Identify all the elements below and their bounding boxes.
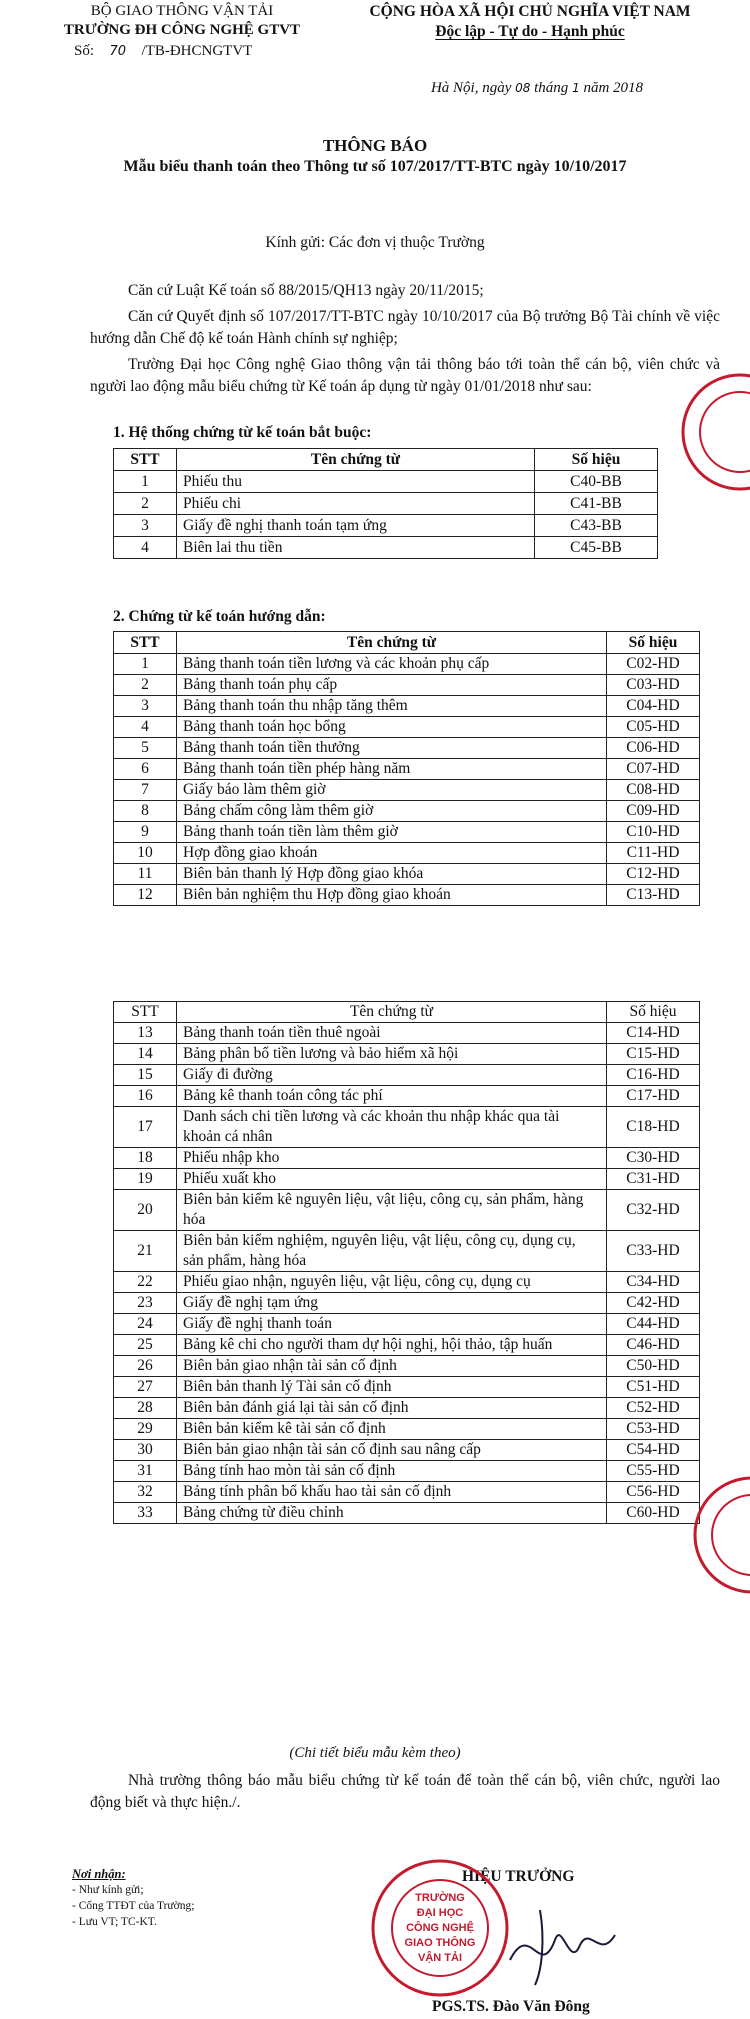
row-name: Biên bản kiểm nghiệm, nguyên liệu, vật liệu, công cụ, dụng cụ, sản phẩm, hàng hóa (177, 1231, 607, 1272)
row-name: Biên bản thanh lý Tài sản cố định (177, 1377, 607, 1398)
row-code: C10-HD (607, 822, 700, 843)
table-row (114, 515, 658, 537)
row-name: Biên bản kiểm kê tài sản cố định (177, 1419, 607, 1440)
row-name: Hợp đồng giao khoán (177, 843, 607, 864)
col-stt: STT (114, 1002, 177, 1023)
col-code: Số hiệu (535, 449, 658, 471)
table-row (114, 1377, 700, 1398)
row-name: Bảng thanh toán tiền thuê ngoài (177, 1023, 607, 1044)
row-name: Bảng chứng từ điều chỉnh (177, 1503, 607, 1524)
row-stt: 16 (114, 1086, 177, 1107)
row-code: C50-HD (607, 1356, 700, 1377)
row-stt: 26 (114, 1356, 177, 1377)
row-code: C13-HD (607, 885, 700, 906)
row-code: C44-HD (607, 1314, 700, 1335)
row-code: C04-HD (607, 696, 700, 717)
row-stt: 11 (114, 864, 177, 885)
table-row (114, 822, 700, 843)
table-row (114, 1482, 700, 1503)
closing-paragraph: Nhà trường thông báo mẫu biểu chứng từ kế toán để toàn thể cán bộ, viên chức, người lao động biết và thực hiện./. (90, 1772, 720, 1811)
row-code: C14-HD (607, 1023, 700, 1044)
row-stt: 5 (114, 738, 177, 759)
row-stt: 6 (114, 759, 177, 780)
row-name: Biên bản giao nhận tài sản cố định (177, 1356, 607, 1377)
row-name: Phiếu chi (177, 493, 535, 515)
row-name: Phiếu nhập kho (177, 1148, 607, 1169)
table-row (114, 1314, 700, 1335)
col-code: Số hiệu (607, 632, 700, 654)
row-stt: 3 (114, 515, 177, 537)
row-code: C12-HD (607, 864, 700, 885)
table-row (114, 1086, 700, 1107)
paragraph-announcement: Trường Đại học Công nghệ Giao thông vận tải thông báo tới toàn thể cán bộ, viên chức và người lao động mẫu biểu chứng từ Kế toán áp dụng từ ngày 01/01/2018 như sau: (90, 356, 720, 395)
doc-no-handwritten: 70 (109, 44, 127, 59)
date-day: 08 (515, 81, 531, 95)
header-left (52, 2, 312, 61)
row-code: C18-HD (607, 1107, 700, 1148)
paragraph-legal-basis-1: Căn cứ Luật Kế toán số 88/2015/QH13 ngày 20/11/2015; (128, 282, 484, 299)
recipients-line: Kính gửi: Các đơn vị thuộc Trường (265, 234, 485, 251)
row-name: Biên lai thu tiền (177, 537, 535, 559)
row-code: C16-HD (607, 1065, 700, 1086)
handwritten-signature (500, 1900, 620, 1990)
row-code: C33-HD (607, 1231, 700, 1272)
row-name: Bảng phân bổ tiền lương và bảo hiểm xã hội (177, 1044, 607, 1065)
table-row (114, 493, 658, 515)
row-stt: 31 (114, 1461, 177, 1482)
row-name: Giấy đề nghị tạm ứng (177, 1293, 607, 1314)
table-header-row (114, 1002, 700, 1023)
row-stt: 13 (114, 1023, 177, 1044)
row-name: Bảng thanh toán thu nhập tăng thêm (177, 696, 607, 717)
row-name: Bảng kê chi cho người tham dự hội nghị, hội thảo, tập huấn (177, 1335, 607, 1356)
row-code: C53-HD (607, 1419, 700, 1440)
table-guided-documents-part2 (113, 1001, 700, 1524)
section1-heading: 1. Hệ thống chứng từ kế toán bắt buộc: (113, 424, 372, 441)
row-name: Bảng thanh toán tiền thưởng (177, 738, 607, 759)
row-stt: 2 (114, 675, 177, 696)
row-code: C03-HD (607, 675, 700, 696)
table-row (114, 1148, 700, 1169)
partial-stamp-top (680, 372, 750, 492)
row-code: C40-BB (535, 471, 658, 493)
row-name: Bảng thanh toán tiền phép hàng năm (177, 759, 607, 780)
row-stt: 7 (114, 780, 177, 801)
table-row (114, 1190, 700, 1231)
row-code: C07-HD (607, 759, 700, 780)
row-stt: 21 (114, 1231, 177, 1272)
row-stt: 24 (114, 1314, 177, 1335)
row-stt: 20 (114, 1190, 177, 1231)
row-stt: 15 (114, 1065, 177, 1086)
row-name: Giấy đề nghị thanh toán (177, 1314, 607, 1335)
table-row (114, 1107, 700, 1148)
row-name: Phiếu thu (177, 471, 535, 493)
stamp-line: CÔNG NGHỆ (406, 1922, 474, 1934)
row-stt: 1 (114, 471, 177, 493)
signer-name: PGS.TS. Đào Văn Đông (432, 1998, 590, 2015)
row-stt: 22 (114, 1272, 177, 1293)
table-row (114, 885, 700, 906)
date-month: 1 (572, 81, 580, 95)
table-row (114, 696, 700, 717)
col-name: Tên chứng từ (177, 449, 535, 471)
row-name: Phiếu xuất kho (177, 1169, 607, 1190)
table-row (114, 1044, 700, 1065)
row-code: C05-HD (607, 717, 700, 738)
row-name: Bảng kê thanh toán công tác phí (177, 1086, 607, 1107)
row-stt: 1 (114, 654, 177, 675)
row-code: C52-HD (607, 1398, 700, 1419)
receivers-heading: Nơi nhận: (72, 1867, 126, 1881)
row-name: Biên bản đánh giá lại tài sản cố định (177, 1398, 607, 1419)
row-stt: 25 (114, 1335, 177, 1356)
table-row (114, 738, 700, 759)
header-right (330, 2, 730, 42)
row-stt: 9 (114, 822, 177, 843)
col-stt: STT (114, 449, 177, 471)
receiver-item: - Như kính gửi; (72, 1884, 144, 1896)
school-name: TRƯỜNG ĐH CÔNG NGHỆ GTVT (63, 22, 301, 38)
row-name: Giấy đi đường (177, 1065, 607, 1086)
col-name: Tên chứng từ (177, 1002, 607, 1023)
row-stt: 19 (114, 1169, 177, 1190)
row-name: Biên bản kiểm kê nguyên liệu, vật liệu, công cụ, sản phẩm, hàng hóa (177, 1190, 607, 1231)
table-header-row (114, 632, 700, 654)
row-code: C08-HD (607, 780, 700, 801)
document-title: THÔNG BÁO (322, 136, 428, 155)
row-name: Giấy đề nghị thanh toán tạm ứng (177, 515, 535, 537)
row-code: C30-HD (607, 1148, 700, 1169)
signer-title: HIỆU TRƯỞNG (462, 1868, 575, 1885)
document-subtitle: Mẫu biểu thanh toán theo Thông tư số 107/2017/TT-BTC ngày 10/10/2017 (123, 158, 627, 175)
row-name: Bảng chấm công làm thêm giờ (177, 801, 607, 822)
col-code: Số hiệu (607, 1002, 700, 1023)
document-number (52, 42, 312, 61)
official-stamp (370, 1858, 510, 1998)
table-row (114, 1293, 700, 1314)
table-row (114, 1461, 700, 1482)
row-stt: 27 (114, 1377, 177, 1398)
row-stt: 17 (114, 1107, 177, 1148)
table-row (114, 1503, 700, 1524)
table-row (114, 1398, 700, 1419)
row-stt: 30 (114, 1440, 177, 1461)
stamp-line: GIAO THÔNG (404, 1937, 476, 1949)
table-row (114, 843, 700, 864)
table-guided-documents-part1 (113, 631, 700, 906)
row-code: C09-HD (607, 801, 700, 822)
row-stt: 18 (114, 1148, 177, 1169)
row-stt: 23 (114, 1293, 177, 1314)
table-row (114, 717, 700, 738)
table-row (114, 864, 700, 885)
national-motto: Độc lập - Tự do - Hạnh phúc (435, 23, 625, 40)
paragraph-legal-basis-2: Căn cứ Quyết định số 107/2017/TT-BTC ngày 10/10/2017 của Bộ trưởng Bộ Tài chính về việc hướng dẫn Chế độ kế toán Hành chính sự nghiệp; (90, 308, 720, 347)
col-name: Tên chứng từ (177, 632, 607, 654)
table-row (114, 1231, 700, 1272)
row-code: C15-HD (607, 1044, 700, 1065)
row-name: Giấy báo làm thêm giờ (177, 780, 607, 801)
row-name: Bảng thanh toán phụ cấp (177, 675, 607, 696)
row-stt: 28 (114, 1398, 177, 1419)
row-stt: 2 (114, 493, 177, 515)
table-row (114, 801, 700, 822)
detail-note: (Chi tiết biểu mẫu kèm theo) (289, 1745, 461, 1761)
row-name: Bảng tính hao mòn tài sản cố định (177, 1461, 607, 1482)
table-header-row (114, 449, 658, 471)
date-prefix: Hà Nội, ngày (430, 80, 512, 96)
row-code: C32-HD (607, 1190, 700, 1231)
table-row (114, 1419, 700, 1440)
row-name: Phiếu giao nhận, nguyên liệu, vật liệu, công cụ, dụng cụ (177, 1272, 607, 1293)
row-name: Danh sách chi tiền lương và các khoản thu nhập khác qua tài khoản cá nhân (177, 1107, 607, 1148)
row-code: C54-HD (607, 1440, 700, 1461)
row-name: Biên bản nghiệm thu Hợp đồng giao khoán (177, 885, 607, 906)
table-row (114, 1335, 700, 1356)
row-code: C55-HD (607, 1461, 700, 1482)
table-row (114, 1023, 700, 1044)
row-name: Biên bản giao nhận tài sản cố định sau nâng cấp (177, 1440, 607, 1461)
row-code: C45-BB (535, 537, 658, 559)
partial-stamp-right (692, 1475, 750, 1595)
row-code: C11-HD (607, 843, 700, 864)
row-stt: 12 (114, 885, 177, 906)
row-name: Bảng thanh toán tiền lương và các khoản phụ cấp (177, 654, 607, 675)
row-code: C34-HD (607, 1272, 700, 1293)
doc-no-prefix: Số: (74, 43, 95, 59)
country-name: CỘNG HÒA XÃ HỘI CHỦ NGHĨA VIỆT NAM (369, 3, 691, 20)
table-mandatory-documents (113, 448, 658, 559)
stamp-line: ĐẠI HỌC (416, 1907, 464, 1919)
table-row (114, 1169, 700, 1190)
row-code: C43-BB (535, 515, 658, 537)
row-code: C46-HD (607, 1335, 700, 1356)
row-code: C41-BB (535, 493, 658, 515)
table-row (114, 471, 658, 493)
table-row (114, 537, 658, 559)
row-stt: 29 (114, 1419, 177, 1440)
row-name: Bảng thanh toán tiền làm thêm giờ (177, 822, 607, 843)
row-name: Bảng tính phân bổ khấu hao tài sản cố định (177, 1482, 607, 1503)
receiver-item: - Lưu VT; TC-KT. (72, 1916, 157, 1928)
table-row (114, 780, 700, 801)
row-stt: 4 (114, 537, 177, 559)
row-code: C60-HD (607, 1503, 700, 1524)
receiver-item: - Cổng TTĐT của Trường; (72, 1900, 195, 1912)
stamp-line: TRƯỜNG (415, 1892, 465, 1904)
row-code: C31-HD (607, 1169, 700, 1190)
row-stt: 33 (114, 1503, 177, 1524)
col-stt: STT (114, 632, 177, 654)
row-code: C17-HD (607, 1086, 700, 1107)
table-row (114, 1440, 700, 1461)
row-stt: 32 (114, 1482, 177, 1503)
doc-no-suffix: /TB-ĐHCNGTVT (141, 43, 253, 59)
receivers-block (72, 1866, 194, 1930)
table-row (114, 759, 700, 780)
row-name: Biên bản thanh lý Hợp đồng giao khóa (177, 864, 607, 885)
row-code: C02-HD (607, 654, 700, 675)
row-stt: 4 (114, 717, 177, 738)
row-stt: 10 (114, 843, 177, 864)
stamp-line: VẬN TẢI (418, 1952, 462, 1964)
section2-heading: 2. Chứng từ kế toán hướng dẫn: (113, 608, 326, 625)
table-row (114, 1065, 700, 1086)
row-name: Bảng thanh toán học bổng (177, 717, 607, 738)
row-code: C42-HD (607, 1293, 700, 1314)
row-code: C06-HD (607, 738, 700, 759)
date-month-label: tháng (534, 80, 569, 96)
row-stt: 8 (114, 801, 177, 822)
row-code: C51-HD (607, 1377, 700, 1398)
row-stt: 3 (114, 696, 177, 717)
table-row (114, 654, 700, 675)
table-row (114, 1272, 700, 1293)
date-year: năm 2018 (583, 80, 644, 96)
issue-date (352, 80, 722, 97)
table-row (114, 1356, 700, 1377)
row-stt: 14 (114, 1044, 177, 1065)
row-code: C56-HD (607, 1482, 700, 1503)
agency-name: BỘ GIAO THÔNG VẬN TẢI (90, 3, 274, 19)
table-row (114, 675, 700, 696)
